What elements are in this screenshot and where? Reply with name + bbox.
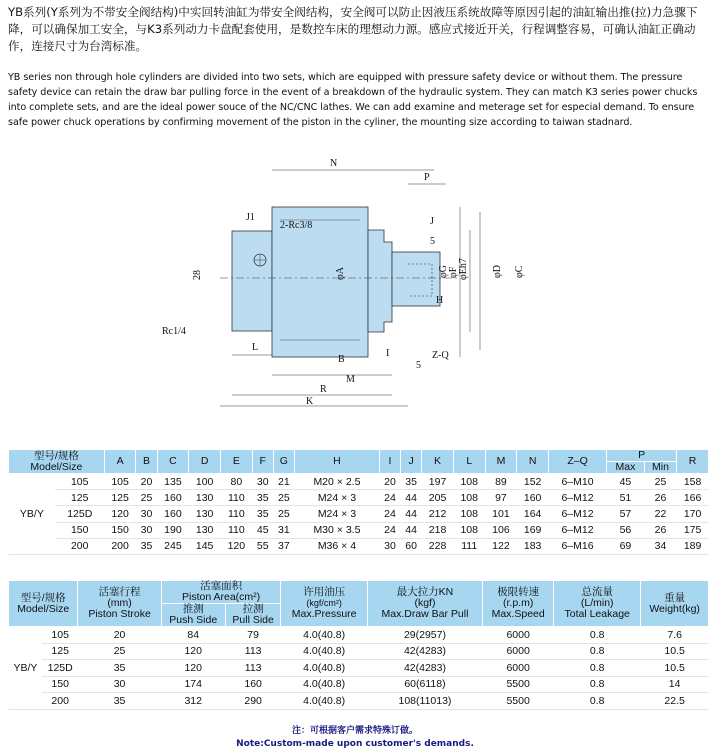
model-header: 型号/规格 Model/Size xyxy=(9,581,78,627)
table-cell: 105 xyxy=(55,474,104,490)
table-cell: 6–M12 xyxy=(549,522,607,538)
table-cell: 4.0(40.8) xyxy=(281,660,367,677)
cylinder-drawing xyxy=(160,150,560,410)
label-rc38: 2-Rc3/8 xyxy=(280,220,313,231)
table-cell: M30 × 3.5 xyxy=(294,522,379,538)
table-cell: 57 xyxy=(607,506,645,522)
label-phiG: φG xyxy=(438,265,449,278)
table-cell: 125 xyxy=(42,643,78,660)
table-cell: 60(6118) xyxy=(367,676,482,693)
table-cell: 0.8 xyxy=(554,693,641,710)
table-cell: M24 × 3 xyxy=(294,490,379,506)
table-cell: 152 xyxy=(517,474,549,490)
table-cell: 150 xyxy=(42,676,78,693)
model-name: YB/Y xyxy=(9,627,43,710)
table-cell: 120 xyxy=(104,506,136,522)
table-cell: 51 xyxy=(607,490,645,506)
draw-rod xyxy=(392,252,440,306)
table-cell: 125D xyxy=(42,660,78,677)
table-cell: 42(4283) xyxy=(367,643,482,660)
table-cell: 10.5 xyxy=(641,643,709,660)
table-cell: 108 xyxy=(453,522,485,538)
table-cell: 24 xyxy=(379,490,400,506)
rear-housing xyxy=(232,231,272,331)
table-cell: 160 xyxy=(225,676,281,693)
table-cell: 6–M12 xyxy=(549,506,607,522)
table-cell: 25 xyxy=(273,490,294,506)
table-cell: 45 xyxy=(252,522,273,538)
table-cell: 26 xyxy=(644,522,676,538)
table-cell: 0.8 xyxy=(554,660,641,677)
label-B: B xyxy=(338,354,345,365)
table-cell: 24 xyxy=(379,506,400,522)
table-row xyxy=(9,660,709,677)
pull-header: 拉测 Pull Side xyxy=(225,604,281,627)
label-L: L xyxy=(252,342,259,353)
intro-english: YB series non through hole cylinders are divided into two sets, which are equipped with pressure safety device or without them. The pressure safety device can retain the draw bar pulling force in the event of a breakdown of the hydraulic system. They can match K3 series power chucks into complete sets, and are the ideal power souce of the NC/CNC lathes. We can add examine and meterage set for especial demand. To ensure safe power chuck operations by confirming movement of the piston in the cyliner, the mounting size according to taiwan stadnard. xyxy=(8,72,698,128)
table-cell: M36 × 4 xyxy=(294,538,379,554)
table-cell: 89 xyxy=(485,474,517,490)
table-cell: 120 xyxy=(161,660,225,677)
table-cell: 197 xyxy=(422,474,454,490)
table-cell: 175 xyxy=(677,522,709,538)
table-row xyxy=(9,627,709,644)
table-cell: 35 xyxy=(136,538,157,554)
table-cell: 122 xyxy=(485,538,517,554)
table-cell: 183 xyxy=(517,538,549,554)
table-cell: 108 xyxy=(453,506,485,522)
p-max-header: Max xyxy=(607,462,645,474)
note-chinese: 注：可根据客户需求特殊订做。 xyxy=(291,726,418,736)
col-header: H xyxy=(294,450,379,474)
table-cell: 113 xyxy=(225,660,281,677)
table-cell: 145 xyxy=(189,538,221,554)
table-row xyxy=(9,693,709,710)
table-cell: 35 xyxy=(252,490,273,506)
table-cell: 108 xyxy=(453,474,485,490)
col-header: B xyxy=(136,450,157,474)
table-cell: 35 xyxy=(252,506,273,522)
table-cell: 5500 xyxy=(483,693,554,710)
table-cell: 42(4283) xyxy=(367,660,482,677)
col-header: Z–Q xyxy=(549,450,607,474)
table-cell: 6–M10 xyxy=(549,474,607,490)
table-cell: 24 xyxy=(379,522,400,538)
table-cell: 45 xyxy=(607,474,645,490)
table-cell: 10.5 xyxy=(641,660,709,677)
intro-chinese: YB系列(Y系列为不带安全阀结构)中实回转油缸为带安全阀结构，安全阀可以防止因液压系统故障等原因引起的油缸输出推(拉)力急骤下降，可以确保加工安全，与K3系列动力卡盘配套使用，是数控车床的理想动力源。感应式接近开关，行程调整容易，可确认油缸正确动作，连接尺寸为台湾标准。 xyxy=(8,5,698,53)
model-header: 型号/规格 Model/Size xyxy=(9,450,105,474)
table-cell: 30 xyxy=(136,522,157,538)
table-cell: 69 xyxy=(607,538,645,554)
table-cell: 312 xyxy=(161,693,225,710)
table-cell: 108 xyxy=(453,490,485,506)
area-header: 活塞面积 Piston Area(cm²) xyxy=(161,581,281,604)
table-cell: 79 xyxy=(225,627,281,644)
table-cell: 200 xyxy=(55,538,104,554)
dimensions-table xyxy=(8,449,709,555)
table-cell: 44 xyxy=(401,490,422,506)
table-cell: 35 xyxy=(78,693,161,710)
table-cell: 29(2957) xyxy=(367,627,482,644)
table-row xyxy=(9,490,709,506)
col-header: G xyxy=(273,450,294,474)
table-cell: 169 xyxy=(517,522,549,538)
table-cell: 164 xyxy=(517,506,549,522)
col-header: N xyxy=(517,450,549,474)
table-cell: 6000 xyxy=(483,643,554,660)
label-K: K xyxy=(306,396,314,407)
table-cell: 130 xyxy=(189,490,221,506)
table-cell: 105 xyxy=(104,474,136,490)
label-28: 28 xyxy=(192,270,203,280)
table-cell: 106 xyxy=(485,522,517,538)
table-cell: 6000 xyxy=(483,627,554,644)
table-cell: 160 xyxy=(517,490,549,506)
label-R: R xyxy=(320,384,327,395)
table-cell: 35 xyxy=(78,660,161,677)
table-cell: 20 xyxy=(379,474,400,490)
label-ZQ: Z-Q xyxy=(432,350,449,361)
table-cell: 14 xyxy=(641,676,709,693)
table-cell: 105 xyxy=(42,627,78,644)
label-phiD: φD xyxy=(492,265,503,278)
table-cell: 0.8 xyxy=(554,643,641,660)
table-cell: 160 xyxy=(157,506,189,522)
table-cell: 80 xyxy=(220,474,252,490)
table-cell: 22 xyxy=(644,506,676,522)
table-cell: 190 xyxy=(157,522,189,538)
leakage-header: 总流量 (L/min) Total Leakage xyxy=(554,581,641,627)
table-cell: 0.8 xyxy=(554,676,641,693)
p-header: P xyxy=(607,450,677,462)
table-cell: M20 × 2.5 xyxy=(294,474,379,490)
table-cell: 6–M16 xyxy=(549,538,607,554)
speed-header: 极限转速 (r.p.m) Max.Speed xyxy=(483,581,554,627)
table-cell: 60 xyxy=(401,538,422,554)
table-cell: 200 xyxy=(104,538,136,554)
table-cell: 21 xyxy=(273,474,294,490)
table-cell: 111 xyxy=(453,538,485,554)
table-cell: 150 xyxy=(104,522,136,538)
table-cell: 120 xyxy=(161,643,225,660)
table-cell: 174 xyxy=(161,676,225,693)
table-cell: 25 xyxy=(273,506,294,522)
table-cell: 290 xyxy=(225,693,281,710)
stroke-header: 活塞行程 (mm) Piston Stroke xyxy=(78,581,161,627)
table-cell: 4.0(40.8) xyxy=(281,627,367,644)
table-cell: 130 xyxy=(189,506,221,522)
label-5-bot: 5 xyxy=(416,360,421,371)
label-J: J xyxy=(430,216,434,227)
label-rc14: Rc1/4 xyxy=(162,326,186,337)
table-cell: 101 xyxy=(485,506,517,522)
table-cell: 26 xyxy=(644,490,676,506)
table-cell: 135 xyxy=(157,474,189,490)
label-I: I xyxy=(386,348,390,359)
table-cell: 4.0(40.8) xyxy=(281,693,367,710)
table-cell: 160 xyxy=(157,490,189,506)
table-cell: 170 xyxy=(677,506,709,522)
table-cell: 120 xyxy=(220,538,252,554)
label-J1: J1 xyxy=(246,212,255,223)
table-cell: 110 xyxy=(220,506,252,522)
label-H: H xyxy=(436,295,444,306)
table-cell: 56 xyxy=(607,522,645,538)
table-cell: 189 xyxy=(677,538,709,554)
table-cell: 31 xyxy=(273,522,294,538)
table-cell: 55 xyxy=(252,538,273,554)
col-header: L xyxy=(453,450,485,474)
label-P: P xyxy=(424,172,430,183)
table-cell: 125 xyxy=(104,490,136,506)
table-cell: 200 xyxy=(42,693,78,710)
col-header: F xyxy=(252,450,273,474)
table-cell: 25 xyxy=(136,490,157,506)
label-phiA: φA xyxy=(335,267,346,280)
r-header: R xyxy=(677,450,709,474)
table-cell: 22.5 xyxy=(641,693,709,710)
table-cell: 125D xyxy=(55,506,104,522)
table-cell: 97 xyxy=(485,490,517,506)
table-row xyxy=(9,643,709,660)
table-cell: 113 xyxy=(225,643,281,660)
p-min-header: Min xyxy=(644,462,676,474)
table-cell: 30 xyxy=(78,676,161,693)
table-cell: 37 xyxy=(273,538,294,554)
table-cell: 130 xyxy=(189,522,221,538)
table-row xyxy=(9,538,709,554)
col-header: C xyxy=(157,450,189,474)
table-cell: 218 xyxy=(422,522,454,538)
table-cell: 158 xyxy=(677,474,709,490)
table-cell: 100 xyxy=(189,474,221,490)
table-cell: 20 xyxy=(78,627,161,644)
col-header: M xyxy=(485,450,517,474)
table-cell: 110 xyxy=(220,522,252,538)
table-cell: 44 xyxy=(401,522,422,538)
label-phiF: φF xyxy=(448,266,459,278)
table-cell: 7.6 xyxy=(641,627,709,644)
table-cell: 6000 xyxy=(483,660,554,677)
table-row xyxy=(9,522,709,538)
col-header: J xyxy=(401,450,422,474)
label-phiC: φC xyxy=(514,265,525,278)
table-row xyxy=(9,474,709,490)
note-english: Note:Custom-made upon customer's demands. xyxy=(236,739,474,749)
table-cell: 25 xyxy=(78,643,161,660)
table-cell: 0.8 xyxy=(554,627,641,644)
table-cell: 228 xyxy=(422,538,454,554)
table-cell: 205 xyxy=(422,490,454,506)
table-cell: 20 xyxy=(136,474,157,490)
weight-header: 重量 Weight(kg) xyxy=(641,581,709,627)
table-cell: 4.0(40.8) xyxy=(281,643,367,660)
table-cell: 84 xyxy=(161,627,225,644)
col-header: E xyxy=(220,450,252,474)
table-cell: 44 xyxy=(401,506,422,522)
model-name: YB/Y xyxy=(9,474,56,555)
col-header: D xyxy=(189,450,221,474)
push-header: 推测 Push Side xyxy=(161,604,225,627)
table-cell: 30 xyxy=(379,538,400,554)
col-header: I xyxy=(379,450,400,474)
table-cell: 245 xyxy=(157,538,189,554)
table-cell: 212 xyxy=(422,506,454,522)
table-cell: 5500 xyxy=(483,676,554,693)
label-phiEh7: φEh7 xyxy=(458,258,469,280)
label-M: M xyxy=(346,374,355,385)
force-header: 最大拉力KN (kgf) Max.Draw Bar Pull xyxy=(367,581,482,627)
table-cell: 34 xyxy=(644,538,676,554)
table-cell: 35 xyxy=(401,474,422,490)
table-cell: 30 xyxy=(252,474,273,490)
table-row xyxy=(9,506,709,522)
table-cell: M24 × 3 xyxy=(294,506,379,522)
col-header: K xyxy=(422,450,454,474)
table-cell: 166 xyxy=(677,490,709,506)
table-cell: 150 xyxy=(55,522,104,538)
table-cell: 110 xyxy=(220,490,252,506)
col-header: A xyxy=(104,450,136,474)
table-cell: 30 xyxy=(136,506,157,522)
table-cell: 125 xyxy=(55,490,104,506)
label-5-top: 5 xyxy=(430,236,435,247)
performance-table xyxy=(8,580,709,710)
table-cell: 25 xyxy=(644,474,676,490)
table-cell: 108(11013) xyxy=(367,693,482,710)
label-N: N xyxy=(330,158,338,169)
table-row xyxy=(9,676,709,693)
table-cell: 4.0(40.8) xyxy=(281,676,367,693)
pressure-header: 许用油压 (kgf/cm²) Max.Pressure xyxy=(281,581,367,627)
table-cell: 6–M12 xyxy=(549,490,607,506)
